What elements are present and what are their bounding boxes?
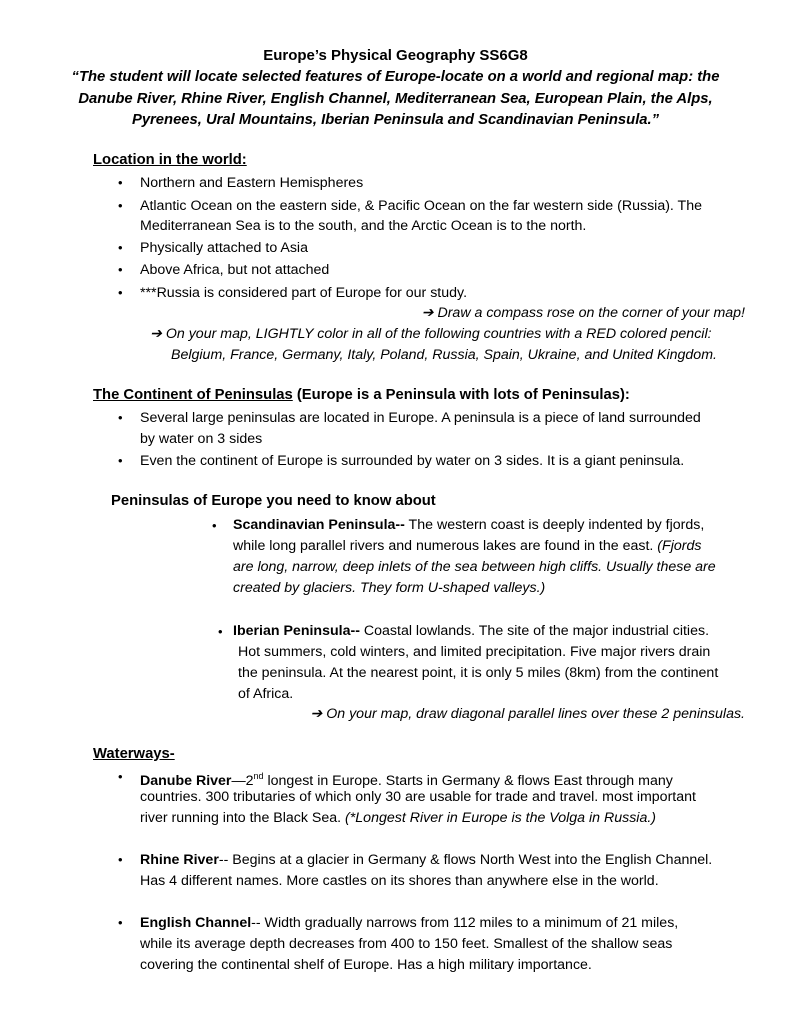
iberian-line: Hot summers, cold winters, and limited precipitation. Five major rivers drain [238, 644, 711, 660]
bullet-icon: • [118, 262, 123, 277]
iberian-name: Iberian Peninsula-- [233, 623, 360, 639]
arrow-icon: ➔ [150, 326, 162, 342]
bullet-icon: • [212, 518, 217, 533]
standard-statement [70, 67, 721, 132]
standard-line: “The student will locate selected features of Europe-locate on a world and regional map: the [71, 69, 720, 85]
volga-note: (*Longest River in Europe is the Volga in Russia.) [341, 810, 657, 826]
channel-line: covering the continental shelf of Europe. Has a high military importance. [140, 957, 592, 973]
peninsula-instruction-text: On your map, draw diagonal parallel lines over these 2 peninsulas. [326, 706, 745, 722]
standard-line: Danube River, Rhine River, English Channel, Mediterranean Sea, European Plain, the Alps, [78, 90, 713, 107]
danube-text: —2 [231, 773, 254, 789]
peninsula-instruction [310, 704, 745, 724]
document-title: Europe’s Physical Geography SS6G8 [263, 47, 528, 64]
rhine-line: Has 4 different names. More castles on its shores than anywhere else in the world. [140, 873, 659, 889]
rhine-text: -- Begins at a glacier in Germany & flows North West into the English Channel. [218, 852, 713, 868]
arrow-icon: ➔ [310, 706, 323, 722]
continent-heading [93, 387, 630, 403]
danube-text: river running into the Black Sea. [140, 810, 342, 826]
scandinavian-text: The western coast is deeply indented by fjords, [404, 517, 705, 533]
bullet-icon: • [118, 915, 123, 930]
scandinavian-name: Scandinavian Peninsula-- [233, 517, 405, 533]
color-instruction-text: On your map, LIGHTLY color in all of the following countries with a RED colored pencil: [165, 326, 712, 342]
location-bullet: Above Africa, but not attached [140, 262, 330, 278]
iberian-line: of Africa. [238, 686, 294, 702]
continent-heading-rest: (Europe is a Peninsula with lots of Peninsulas): [292, 387, 630, 403]
channel-line: while its average depth decreases from 400 to 150 feet. Smallest of the shallow seas [140, 936, 673, 952]
channel-text: -- Width gradually narrows from 112 miles to a minimum of 21 miles, [251, 915, 679, 931]
bullet-icon: • [118, 410, 123, 425]
iberian-line [233, 621, 709, 641]
peninsulas-heading: Peninsulas of Europe you need to know about [111, 493, 436, 509]
arrow-icon: ➔ [421, 305, 434, 321]
bullet-icon: • [118, 453, 123, 468]
bullet-icon: • [118, 198, 123, 213]
location-bullet: ***Russia is considered part of Europe for our study. [140, 285, 468, 301]
scandinavian-text: while long parallel rivers and numerous lakes are found in the east. [233, 538, 654, 554]
continent-bullet-cont: by water on 3 sides [140, 431, 263, 447]
continent-heading-underlined: The Continent of Peninsulas [93, 387, 293, 403]
compass-instruction [422, 303, 745, 323]
channel-line [140, 913, 678, 933]
fjords-note: created by glaciers. They form U-shaped valleys.) [233, 580, 546, 596]
location-bullet: Atlantic Ocean on the eastern side, & Pacific Ocean on the far western side (Russia). The [140, 198, 703, 214]
danube-line: countries. 300 tributaries of which only 30 are usable for trade and travel. most important [140, 789, 696, 805]
location-bullet: Northern and Eastern Hemispheres [140, 175, 364, 191]
waterways-heading: Waterways- [93, 746, 175, 762]
location-heading: Location in the world: [93, 152, 247, 168]
location-bullet: Physically attached to Asia [140, 240, 308, 256]
channel-name: English Channel [140, 915, 252, 931]
bullet-icon: • [118, 240, 123, 255]
rhine-line [140, 850, 712, 870]
iberian-line: the peninsula. At the nearest point, it is only 5 miles (8km) from the continent [238, 665, 719, 681]
scandinavian-line [233, 515, 704, 535]
standard-line: Pyrenees, Ural Mountains, Iberian Peninsula and Scandinavian Peninsula.” [131, 112, 660, 128]
bullet-icon: • [118, 769, 123, 784]
rhine-name: Rhine River [140, 852, 219, 868]
continent-bullet: Even the continent of Europe is surrounded by water on 3 sides. It is a giant peninsula. [140, 453, 685, 469]
location-bullet-cont: Mediterranean Sea is to the south, and the Arctic Ocean is to the north. [140, 218, 587, 234]
bullet-icon: • [218, 624, 223, 639]
continent-bullet: Several large peninsulas are located in Europe. A peninsula is a piece of land surrounded [140, 410, 701, 426]
bullet-icon: • [118, 852, 123, 867]
danube-text: longest in Europe. Starts in Germany & flows East through many [263, 773, 673, 789]
fjords-note: are long, narrow, deep inlets of the sea between high cliffs. Usually these are [233, 559, 716, 575]
bullet-icon: • [118, 175, 123, 190]
scandinavian-line [233, 536, 701, 556]
danube-superscript: nd [253, 771, 264, 781]
iberian-text: Coastal lowlands. The site of the major industrial cities. [359, 623, 710, 639]
fjords-note: (Fjords [653, 538, 702, 554]
danube-name: Danube River [140, 773, 232, 789]
compass-instruction-text: Draw a compass rose on the corner of your map! [437, 305, 745, 321]
danube-line [140, 808, 656, 828]
color-instruction [150, 324, 712, 344]
bullet-icon: • [118, 285, 123, 300]
color-instruction-countries: Belgium, France, Germany, Italy, Poland, Russia, Spain, Ukraine, and United Kingdom. [171, 347, 717, 363]
